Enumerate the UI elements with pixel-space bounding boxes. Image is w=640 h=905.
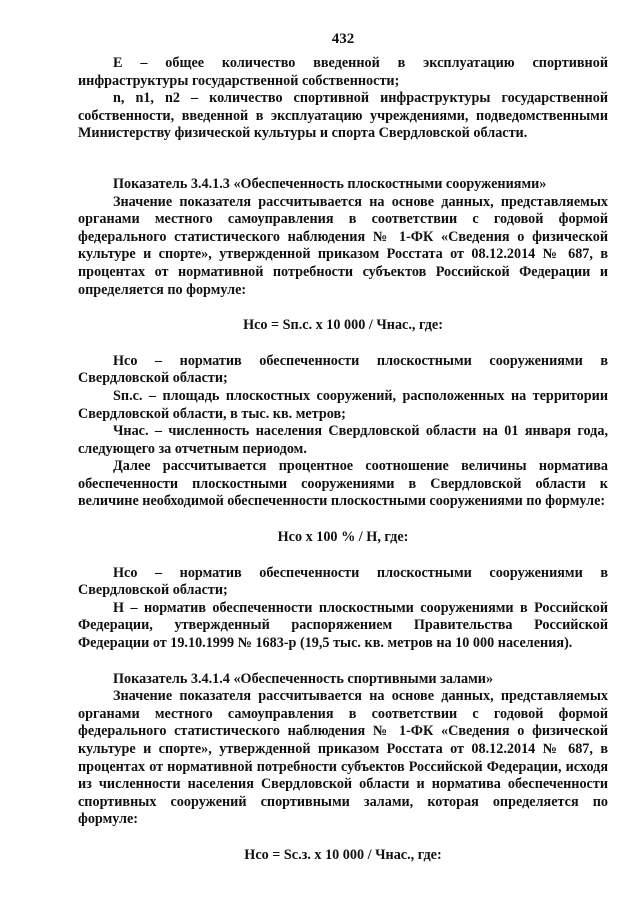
spacer [78,511,608,529]
paragraph-n-definition: n, n1, n2 – количество спортивной инфраструктуры государственной собственности, введенной в эксплуатацию учреждениями, подведомственными Министерству физической культуры и спорта Свердловской области. [78,90,608,142]
paragraph-indicator-calculation: Значение показателя рассчитывается на основе данных, представляемых органами местного самоуправления в соответствии с годовой формой федерального статистического наблюдения № 1-ФК «Сведения о физической культуре и спорте», утвержденной приказом Росстата от 08.12.2014 № 687, в процентах от нормативной потребности субъектов Российской Федерации и определяется по формуле: [78,193,608,298]
section-heading-3-4-1-3: Показатель 3.4.1.3 «Обеспеченность плоскостными сооружениями» [113,175,547,192]
spacer [78,143,608,176]
formula-nso-area: Нсо = Sп.с. х 10 000 / Чнас., где: [243,317,443,334]
paragraph-nso-definition: Нсо – норматив обеспеченности плоскостными сооружениями в Свердловской области; [78,352,608,387]
page-number: 432 [331,31,355,47]
paragraph-nso-definition-2: Нсо – норматив обеспеченности плоскостными сооружениями в Свердловской области; [78,564,608,599]
formula-nso-halls: Нсо = Sс.з. х 10 000 / Чнас., где: [244,846,442,863]
spacer [78,653,608,671]
spacer [78,335,608,353]
paragraph-sports-halls-calculation: Значение показателя рассчитывается на основе данных, представляемых органами местного самоуправления в соответствии с годовой формой федерального статистического наблюдения № 1-ФК «Сведения о физической культуре и спорте», утвержденной приказом Росстата от 08.12.2014 № 687, в процентах от нормативной потребности субъектов Российской Федерации, исходя из численности населения Свердловской области и норматива обеспеченности спортивных сооружений спортивными залами, которая определяется по формуле: [78,688,608,828]
formula-nso-percent: Нсо х 100 % / Н, где: [277,529,409,546]
spacer [78,299,608,317]
paragraph-spc-definition: Sп.с. – площадь плоскостных сооружений, расположенных на территории Свердловской области, в тыс. кв. метров; [78,387,608,422]
spacer [78,829,608,847]
paragraph-population-definition: Чнас. – численность населения Свердловской области на 01 января года, следующего за отчетным периодом. [78,423,608,457]
spacer [78,547,608,565]
paragraph-h-definition: Н – норматив обеспеченности плоскостными сооружениями в Российской Федерации, утвержденный распоряжением Правительства Российской Федерации от 19.10.1999 № 1683-р (19,5 тыс. кв. метров на 10 000 населения). [78,599,608,652]
paragraph-percent-ratio: Далее рассчитывается процентное соотношение величины норматива обеспеченности плоскостными сооружениями в Свердловской области к величине необходимой обеспеченности плоскостными сооружениями по формуле: [78,458,608,510]
section-heading-3-4-1-4: Показатель 3.4.1.4 «Обеспеченность спортивными залами» [113,670,494,687]
paragraph-e-definition: Е – общее количество введенной в эксплуатацию спортивной инфраструктуры государственной собственности; [78,55,608,89]
